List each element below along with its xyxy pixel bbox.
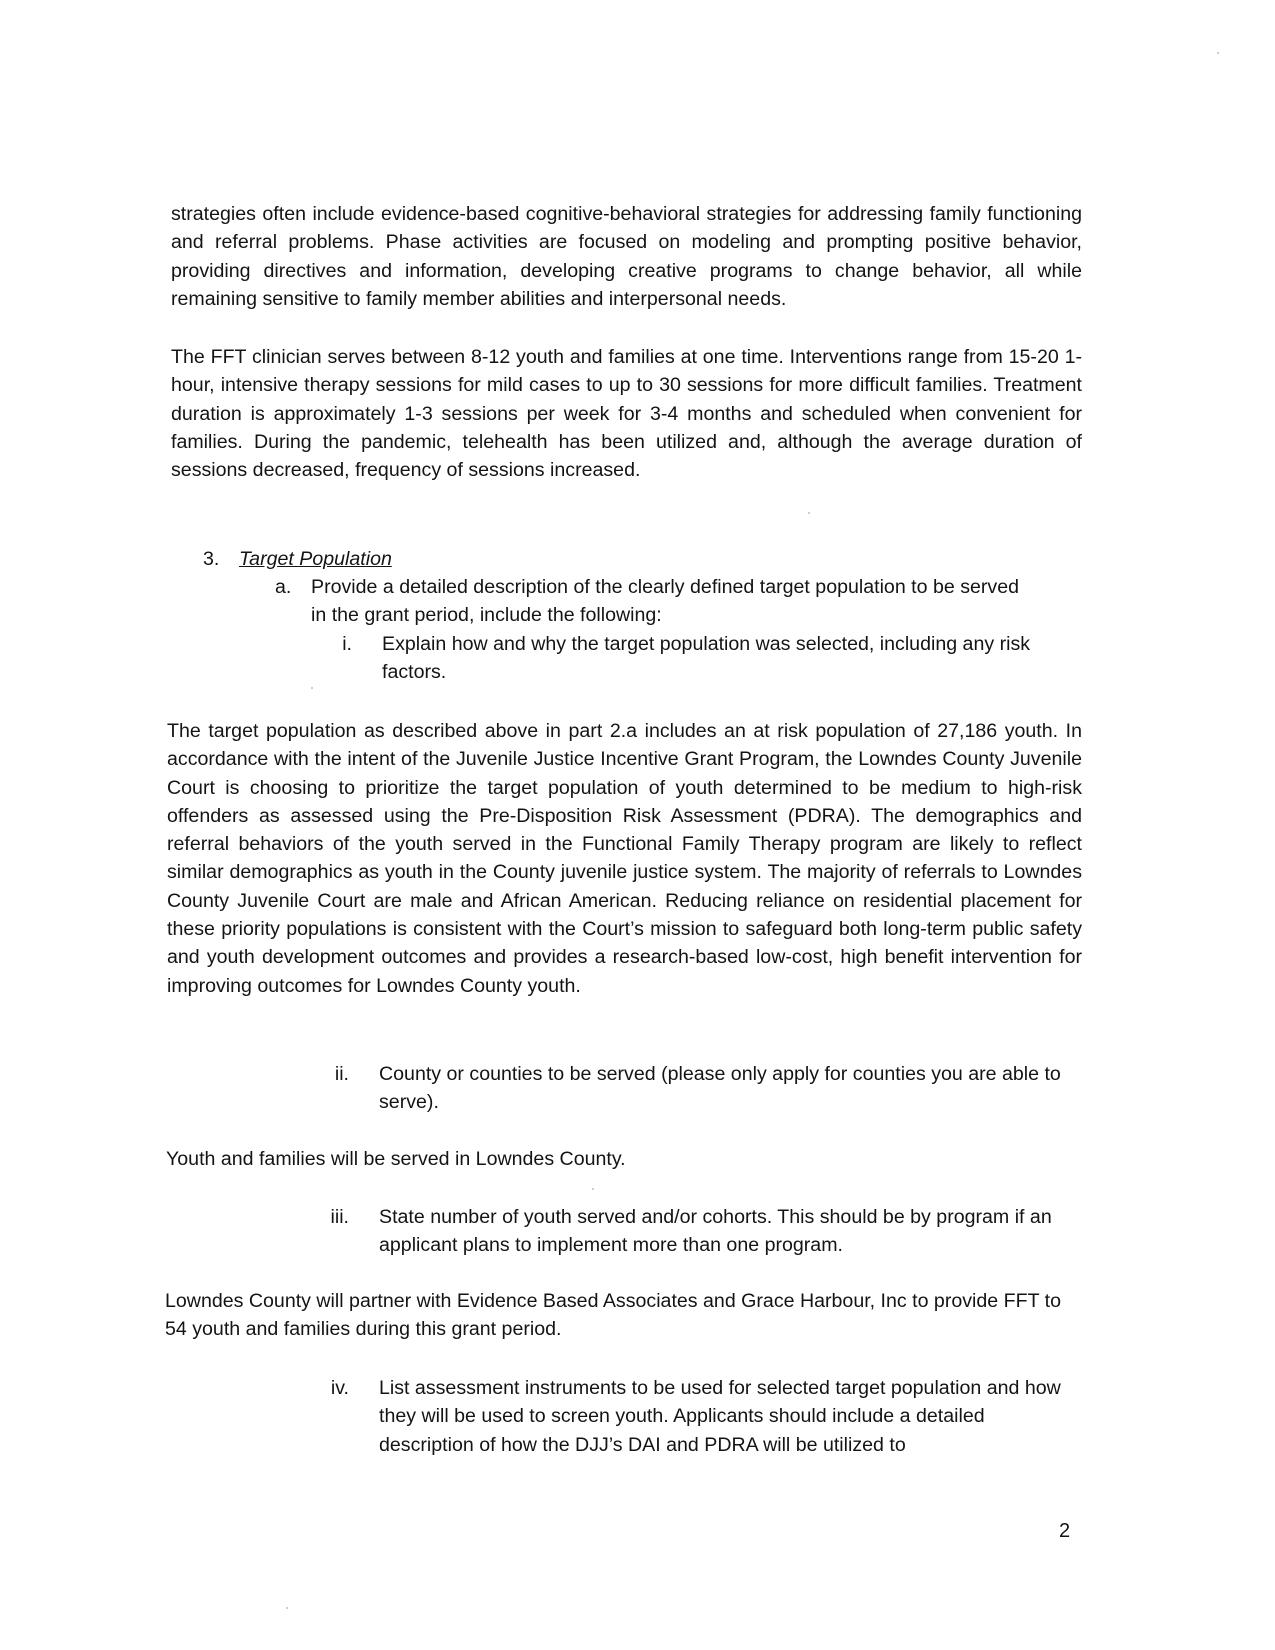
section-number: 3. — [203, 548, 220, 570]
section-title: Target Population — [239, 548, 392, 570]
scan-speck — [286, 1607, 288, 1609]
list-marker-a: a. — [275, 576, 292, 598]
scan-speck — [1217, 52, 1219, 54]
paragraph-counties-served: Youth and families will be served in Lowndes County. — [166, 1148, 626, 1170]
paragraph-strategies: strategies often include evidence-based cognitive-behavioral strategies for addressing family functioning and referral problems. Phase activities are focused on modeling and prompting positive behavior, providing directives and information, developing creative programs to change behavior, all while remaining sensitive to family member abilities and interpersonal needs. — [171, 203, 1082, 310]
paragraph-target-population: The target population as described above in part 2.a includes an at risk population of 27,186 youth. In accordance with the intent of the Juvenile Justice Incentive Grant Program, the Lowndes County Juvenile Court is choosing to prioritize the target population of youth determined to be medium to high-risk offenders as assessed using the Pre-Disposition Risk Assessment (PDRA). The demographics and referral behaviors of the youth served in the Functional Family Therapy program are likely to reflect similar demographics as youth in the County juvenile justice system. The majority of referrals to Lowndes County Juvenile Court are male and African American. Reducing reliance on residential placement for these priority populations is consistent with the Court’s mission to safeguard both long-term public safety and youth development outcomes and provides a research-based low-cost, high benefit intervention for improving outcomes for Lowndes County youth. — [167, 720, 1082, 997]
list-marker-i: i. — [342, 633, 352, 655]
paragraph-fft-clinician: The FFT clinician serves between 8-12 youth and families at one time. Interventions range from 15-20 1-hour, intensive therapy sessions for mild cases to up to 30 sessions for more difficult families. Treatment duration is approximately 1-3 sessions per week for 3-4 months and scheduled when convenient for families. During the pandemic, telehealth has been utilized and, although the average duration of sessions decreased, frequency of sessions increased. — [171, 346, 1082, 482]
list-marker-iii: iii. — [330, 1206, 349, 1228]
list-item-a-text: Provide a detailed description of the clearly defined target population to be served in the grant period, include the following: — [311, 576, 1020, 627]
list-item-ii-text: County or counties to be served (please only apply for counties you are able to serve). — [379, 1063, 1061, 1114]
list-marker-ii: ii. — [334, 1063, 349, 1085]
page-number: 2 — [1059, 1520, 1071, 1542]
list-item-i-text: Explain how and why the target population was selected, including any risk factors. — [382, 633, 1031, 684]
scan-speck — [592, 1188, 594, 1190]
scan-speck — [311, 687, 313, 689]
paragraph-partnership: Lowndes County will partner with Evidence Based Associates and Grace Harbour, Inc to provide FFT to 54 youth and families during this grant period. — [165, 1290, 1061, 1341]
list-item-iii-text: State number of youth served and/or cohorts. This should be by program if an applicant plans to implement more than one program. — [379, 1206, 1052, 1257]
scan-speck — [808, 512, 810, 514]
list-item-iv-text: List assessment instruments to be used for selected target population and how they will be used to screen youth. Applicants should include a detailed description of how the DJJ’s DAI and PDRA will be utilized to — [379, 1377, 1061, 1456]
list-marker-iv: iv. — [330, 1377, 349, 1399]
